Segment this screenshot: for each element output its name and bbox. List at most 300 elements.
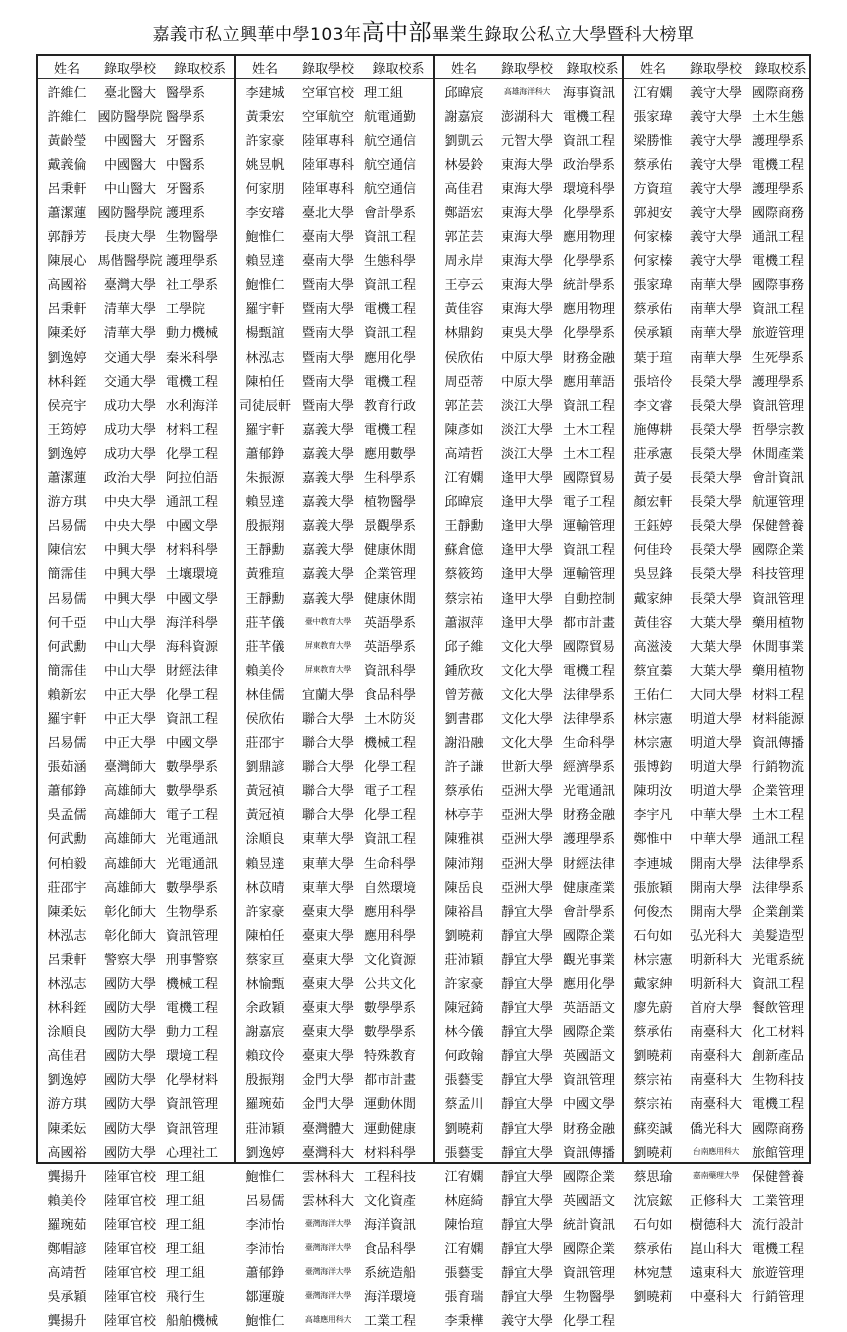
table-row (236, 103, 433, 127)
table-row (624, 392, 809, 416)
admitted-department: 財務金融 (563, 808, 616, 824)
student-name: 司徒辰軒 (238, 398, 291, 414)
admitted-school: 國防大學 (103, 1073, 156, 1089)
table-row (435, 730, 622, 754)
table-row (236, 898, 433, 922)
admitted-school: 亞洲大學 (500, 856, 553, 872)
admitted-school: 交通大學 (103, 350, 156, 366)
student-name: 張藝雯 (444, 1266, 484, 1282)
admitted-department: 健康產業 (563, 880, 616, 896)
title-suffix: 畢業生錄取公私立大學暨科大榜單 (431, 25, 695, 45)
admitted-department: 生死學系 (752, 350, 805, 366)
admitted-school: 義守大學 (689, 206, 742, 222)
table-row (38, 633, 234, 657)
admitted-school: 中華大學 (689, 832, 742, 848)
table-row (435, 1091, 622, 1115)
table-row (624, 296, 809, 320)
table-row (38, 248, 234, 272)
admitted-school: 東華大學 (301, 856, 354, 872)
table-row (38, 1187, 234, 1211)
admitted-department: 醫學系 (166, 109, 206, 125)
student-name: 呂易儒 (47, 591, 87, 607)
admitted-department: 水利海洋 (166, 398, 219, 414)
student-name: 周亞蒂 (444, 374, 484, 390)
table-row (435, 344, 622, 368)
admitted-department: 電機工程 (752, 254, 805, 270)
admitted-school: 臺南大學 (301, 230, 354, 246)
student-name: 蔡宗祐 (633, 1097, 673, 1113)
table-row (236, 537, 433, 561)
admitted-department: 資訊工程 (364, 832, 417, 848)
student-name: 黃佳容 (633, 615, 673, 631)
student-name: 賴新宏 (47, 687, 87, 703)
student-name: 蔡筱筠 (444, 567, 484, 583)
student-name: 黃秉宏 (245, 109, 285, 125)
admitted-department: 觀光事業 (563, 952, 616, 968)
student-name: 莊芊儀 (245, 615, 285, 631)
student-name: 龔揚升 (47, 1169, 87, 1185)
admitted-department: 光電系統 (752, 952, 805, 968)
admitted-department: 科技管理 (752, 567, 805, 583)
table-row (38, 995, 234, 1019)
student-name: 羅宇軒 (245, 302, 285, 318)
table-row (624, 609, 809, 633)
student-name: 鮑惟仁 (245, 230, 285, 246)
table-row (624, 489, 809, 513)
student-name: 莊邵宇 (47, 880, 87, 896)
table-row (38, 1115, 234, 1139)
table-row (236, 1115, 433, 1139)
table-row (624, 440, 809, 464)
table-row (435, 368, 622, 392)
student-name: 陳雅祺 (444, 832, 484, 848)
admitted-school: 澎湖科大 (500, 109, 553, 125)
admitted-school: 中央大學 (103, 495, 156, 511)
admitted-department: 資訊工程 (364, 278, 417, 294)
student-name: 莊沛穎 (245, 1121, 285, 1137)
admitted-school: 靜宜大學 (500, 1193, 553, 1209)
admitted-school: 義守大學 (689, 254, 742, 270)
student-name: 鮑惟仁 (245, 1169, 285, 1185)
admitted-school: 靜宜大學 (500, 1001, 553, 1017)
admitted-department: 英國語文 (563, 1049, 616, 1065)
student-name: 劉曉莉 (633, 1049, 673, 1065)
student-name: 林晏鈴 (444, 157, 484, 173)
admitted-school: 嘉南藥理大學 (692, 1170, 740, 1180)
admitted-department: 光電通訊 (166, 832, 219, 848)
admitted-department: 統計資訊 (563, 1217, 616, 1233)
admitted-school: 逢甲大學 (500, 471, 553, 487)
admitted-school: 高雄師大 (103, 808, 156, 824)
student-name: 劉曉莉 (633, 1145, 673, 1161)
admitted-school: 陸軍官校 (103, 1290, 156, 1306)
admitted-school: 靜宜大學 (500, 1290, 553, 1306)
admitted-school: 逢甲大學 (500, 591, 553, 607)
table-row (624, 874, 809, 898)
table-row (435, 416, 622, 440)
table-row (38, 561, 234, 585)
student-name: 李宇凡 (633, 808, 673, 824)
table-row (236, 1236, 433, 1260)
student-name: 何武勳 (47, 832, 87, 848)
student-name: 林鼎鈞 (444, 326, 484, 342)
admitted-school: 文化大學 (500, 639, 553, 655)
student-name: 劉逸婷 (47, 1073, 87, 1089)
student-name: 黃佳容 (444, 302, 484, 318)
student-name: 蘇倉億 (444, 543, 484, 559)
student-name: 李文睿 (633, 398, 673, 414)
admitted-school: 長榮大學 (689, 398, 742, 414)
student-name: 姚昱帆 (245, 157, 285, 173)
admitted-department: 資訊管理 (563, 1266, 616, 1282)
admitted-department: 秦米科學 (166, 350, 219, 366)
admitted-department: 機械工程 (166, 977, 219, 993)
student-name: 蘇奕諴 (633, 1121, 673, 1137)
student-name: 蕭郁錚 (47, 784, 87, 800)
student-name: 黃齡瑩 (47, 133, 87, 149)
table-row (435, 296, 622, 320)
admitted-school: 宜蘭大學 (301, 687, 354, 703)
admitted-school: 臺中教育大學 (304, 616, 352, 626)
student-name: 戴家紳 (633, 591, 673, 607)
student-name: 林亭芋 (444, 808, 484, 824)
column-header (624, 56, 809, 79)
student-name: 林泓志 (47, 977, 87, 993)
admitted-school: 成功大學 (103, 398, 156, 414)
admitted-department: 航空通信 (364, 157, 417, 173)
student-name: 李安璿 (245, 206, 285, 222)
admitted-school: 長榮大學 (689, 543, 742, 559)
table-row (624, 1284, 809, 1308)
student-name: 張旅穎 (633, 880, 673, 896)
student-name: 侯欣佑 (245, 711, 285, 727)
admitted-department: 光電通訊 (166, 856, 219, 872)
student-name: 施傳耕 (633, 422, 673, 438)
table-row (435, 850, 622, 874)
table-row (435, 995, 622, 1019)
table-row (624, 1067, 809, 1091)
admitted-school: 中原大學 (500, 374, 553, 390)
student-name: 莊邵宇 (245, 736, 285, 752)
student-name: 陳柔妘 (47, 1121, 87, 1137)
admitted-school: 聯合大學 (301, 784, 354, 800)
admitted-school: 臺灣海洋大學 (304, 1243, 352, 1253)
student-name: 鮑惟仁 (245, 278, 285, 294)
student-name: 劉書郡 (444, 711, 484, 727)
admitted-school: 暨南大學 (301, 350, 354, 366)
admitted-school: 中國醫大 (103, 133, 156, 149)
admitted-school: 嘉義大學 (301, 591, 354, 607)
admitted-department: 資訊工程 (364, 326, 417, 342)
admitted-school: 嘉義大學 (301, 567, 354, 583)
admitted-department: 土木工程 (752, 808, 805, 824)
admitted-school: 逢甲大學 (500, 615, 553, 631)
admitted-department: 電機工程 (563, 663, 616, 679)
admitted-department: 數學學系 (166, 760, 219, 776)
student-name: 高佳君 (47, 1049, 87, 1065)
admitted-department: 數學學系 (364, 1025, 417, 1041)
table-row (38, 922, 234, 946)
admitted-school: 嘉義大學 (301, 422, 354, 438)
column-header (435, 56, 622, 79)
admitted-school: 臺灣體大 (301, 1121, 354, 1137)
admitted-school: 南臺科大 (689, 1073, 742, 1089)
table-row (236, 320, 433, 344)
header-dept: 錄取校系 (566, 61, 619, 77)
table-row (38, 79, 234, 103)
table-row (236, 344, 433, 368)
student-name: 呂秉軒 (47, 181, 87, 197)
header-school: 錄取學校 (103, 61, 156, 77)
admitted-school: 靜宜大學 (500, 1169, 553, 1185)
table-row (38, 175, 234, 199)
table-row (435, 392, 622, 416)
admitted-school: 雲林科大 (301, 1193, 354, 1209)
table-row (38, 1284, 234, 1308)
student-name: 吳孟儒 (47, 808, 87, 824)
table-row (38, 609, 234, 633)
student-name: 張博鈞 (633, 760, 673, 776)
table-row (435, 970, 622, 994)
student-name: 高佳君 (444, 181, 484, 197)
student-name: 余政穎 (245, 1001, 285, 1017)
table-row (435, 1163, 622, 1187)
table-row (236, 465, 433, 489)
admitted-department: 資訊傳播 (563, 1145, 616, 1161)
table-row (435, 1019, 622, 1043)
admitted-department: 企業管理 (752, 784, 805, 800)
student-name: 呂秉軒 (47, 952, 87, 968)
student-name: 鄒運璇 (245, 1290, 285, 1306)
admitted-school: 暨南大學 (301, 278, 354, 294)
student-name: 簡霈佳 (47, 663, 87, 679)
admitted-school: 臺灣大學 (103, 278, 156, 294)
admitted-school: 嘉義大學 (301, 471, 354, 487)
table-row (236, 1091, 433, 1115)
table-row (435, 561, 622, 585)
admitted-school: 中興大學 (103, 591, 156, 607)
table-row (624, 561, 809, 585)
admitted-department: 國際貿易 (563, 471, 616, 487)
admitted-school: 靜宜大學 (500, 1217, 553, 1233)
table-row (435, 1043, 622, 1067)
table-row (38, 778, 234, 802)
admitted-school: 臺東大學 (301, 904, 354, 920)
admitted-department: 資訊科學 (364, 663, 417, 679)
table-row (236, 754, 433, 778)
admitted-department: 工學院 (166, 302, 206, 318)
admitted-department: 流行設計 (752, 1217, 805, 1233)
student-name: 涂順良 (47, 1025, 87, 1041)
admitted-department: 航空通信 (364, 181, 417, 197)
admitted-department: 護理學系 (166, 254, 219, 270)
admitted-department: 文化資產 (364, 1193, 417, 1209)
student-name: 蕭郁錚 (245, 1266, 285, 1282)
admitted-department: 文化資源 (364, 952, 417, 968)
student-name: 陳柏任 (245, 928, 285, 944)
table-row (236, 248, 433, 272)
student-name: 陳信宏 (47, 543, 87, 559)
student-name: 張藝雯 (444, 1145, 484, 1161)
admitted-department: 資訊管理 (752, 591, 805, 607)
student-name: 劉凱云 (444, 133, 484, 149)
student-name: 謝嘉宸 (245, 1025, 285, 1041)
admitted-school: 成功大學 (103, 422, 156, 438)
admitted-school: 金門大學 (301, 1073, 354, 1089)
table-row (435, 175, 622, 199)
admitted-department: 電子工程 (166, 808, 219, 824)
table-row (38, 199, 234, 223)
admitted-school: 南臺科大 (689, 1097, 742, 1113)
student-name: 侯承穎 (633, 326, 673, 342)
table-row (624, 537, 809, 561)
student-name: 陳彥如 (444, 422, 484, 438)
admitted-school: 政治大學 (103, 471, 156, 487)
admitted-department: 中國文學 (563, 1097, 616, 1113)
admitted-department: 環境工程 (166, 1049, 219, 1065)
student-name: 游方琪 (47, 1097, 87, 1113)
table-row (236, 368, 433, 392)
table-row (624, 754, 809, 778)
admitted-school: 馬偕醫學院 (97, 254, 163, 270)
admitted-school: 義守大學 (689, 133, 742, 149)
admitted-department: 運動健康 (364, 1121, 417, 1137)
admitted-school: 中正大學 (103, 711, 156, 727)
admitted-school: 義守大學 (689, 109, 742, 125)
admitted-department: 電機工程 (166, 374, 219, 390)
admitted-school: 首府大學 (689, 1001, 742, 1017)
table-row (236, 705, 433, 729)
admitted-school: 國防大學 (103, 977, 156, 993)
table-row (435, 1236, 622, 1260)
table-row (624, 1163, 809, 1187)
table-row (236, 730, 433, 754)
admitted-school: 國防大學 (103, 1097, 156, 1113)
student-name: 許家豪 (444, 977, 484, 993)
student-name: 林宛慧 (633, 1266, 673, 1282)
table-row (38, 730, 234, 754)
table-row (38, 585, 234, 609)
admitted-school: 陸軍官校 (103, 1266, 156, 1282)
admitted-department: 統計學系 (563, 278, 616, 294)
table-row (236, 1067, 433, 1091)
student-name: 郭芷芸 (444, 230, 484, 246)
table-row (624, 1139, 809, 1163)
student-name: 林愉甄 (245, 977, 285, 993)
admitted-school: 靜宜大學 (500, 1025, 553, 1041)
admitted-school: 大葉大學 (689, 663, 742, 679)
admitted-school: 彰化師大 (103, 904, 156, 920)
admitted-department: 法律學系 (752, 880, 805, 896)
admitted-department: 光電通訊 (563, 784, 616, 800)
table-row (624, 79, 809, 103)
roster-column (433, 56, 622, 1330)
admitted-department: 理工組 (166, 1266, 206, 1282)
table-row (236, 970, 433, 994)
admitted-department: 醫學系 (166, 85, 206, 101)
admitted-school: 聯合大學 (301, 711, 354, 727)
student-name: 郭芷芸 (444, 398, 484, 414)
admitted-department: 英國語文 (563, 1193, 616, 1209)
table-row (435, 1187, 622, 1211)
admitted-department: 運輸管理 (563, 567, 616, 583)
student-name: 賴昱達 (245, 495, 285, 511)
table-row (38, 802, 234, 826)
admitted-department: 通訊工程 (752, 230, 805, 246)
admitted-department: 藥用植物 (752, 615, 805, 631)
admitted-school: 東海大學 (500, 157, 553, 173)
student-name: 邱暐宸 (444, 85, 484, 101)
student-name: 何千亞 (47, 615, 87, 631)
admitted-department: 都市計畫 (563, 615, 616, 631)
admitted-department: 材料科學 (166, 543, 219, 559)
admitted-department: 理工組 (166, 1193, 206, 1209)
student-name: 侯欣佑 (444, 350, 484, 366)
admitted-school: 開南大學 (689, 880, 742, 896)
admitted-department: 護理學系 (563, 832, 616, 848)
admitted-school: 長榮大學 (689, 567, 742, 583)
table-row (236, 1139, 433, 1163)
admitted-school: 彰化師大 (103, 928, 156, 944)
table-row (624, 224, 809, 248)
admitted-department: 英語語文 (563, 1001, 616, 1017)
table-row (236, 1308, 433, 1332)
roster-column (38, 56, 234, 1330)
table-row (624, 1043, 809, 1067)
admitted-department: 行銷物流 (752, 760, 805, 776)
student-name: 鍾欣玫 (444, 663, 484, 679)
admitted-school: 開南大學 (689, 904, 742, 920)
student-name: 廖先蔚 (633, 1001, 673, 1017)
admitted-department: 工業工程 (364, 1314, 417, 1330)
student-name: 林宗憲 (633, 952, 673, 968)
admitted-school: 中國醫大 (103, 157, 156, 173)
table-row (435, 199, 622, 223)
student-name: 陳怡瑄 (444, 1217, 484, 1233)
student-name: 高國裕 (47, 278, 87, 294)
admitted-school: 元智大學 (500, 133, 553, 149)
admitted-department: 理工組 (166, 1242, 206, 1258)
student-name: 呂秉軒 (47, 302, 87, 318)
table-row (38, 416, 234, 440)
student-name: 張家瑋 (633, 109, 673, 125)
student-name: 林佳儒 (245, 687, 285, 703)
admitted-school: 陸軍專科 (301, 133, 354, 149)
student-name: 吳昱鋒 (633, 567, 673, 583)
admitted-department: 食品科學 (364, 687, 417, 703)
table-row (38, 224, 234, 248)
admitted-department: 應用物理 (563, 302, 616, 318)
admitted-department: 中醫系 (166, 157, 206, 173)
admitted-department: 工程科技 (364, 1169, 417, 1185)
admitted-school: 南華大學 (689, 302, 742, 318)
admitted-school: 國防大學 (103, 1025, 156, 1041)
admitted-school: 南臺科大 (689, 1049, 742, 1065)
student-name: 王靜勳 (245, 543, 285, 559)
student-name: 林苡晴 (245, 880, 285, 896)
admitted-school: 臺灣海洋大學 (304, 1291, 352, 1301)
student-name: 許維仁 (47, 109, 87, 125)
admitted-school: 東海大學 (500, 230, 553, 246)
table-row (38, 392, 234, 416)
table-row (236, 657, 433, 681)
student-name: 林今儀 (444, 1025, 484, 1041)
admitted-department: 企業管理 (364, 567, 417, 583)
table-row (435, 224, 622, 248)
table-row (236, 946, 433, 970)
admitted-department: 特殊教育 (364, 1049, 417, 1065)
student-name: 謝嘉宸 (444, 109, 484, 125)
